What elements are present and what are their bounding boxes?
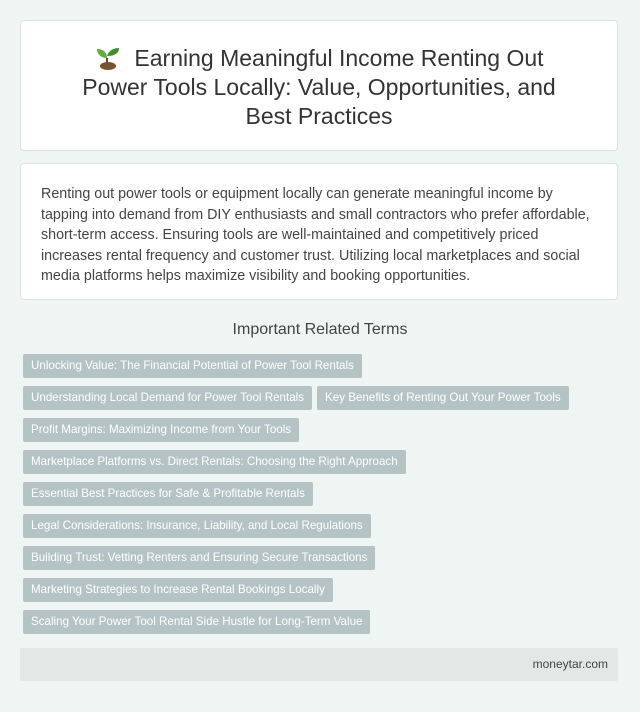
title-text: Earning Meaningful Income Renting Out Power Tools Locally: Value, Opportunities, and Best Practices [82,45,556,129]
related-terms-list [23,354,623,642]
term-row [23,546,623,570]
term-tag[interactable]: Legal Considerations: Insurance, Liability, and Local Regulations [23,514,371,538]
term-tag[interactable]: Profit Margins: Maximizing Income from Your Tools [23,418,299,442]
title-card [20,20,618,151]
page-title [61,43,577,131]
term-row [23,386,623,410]
term-row [23,514,623,538]
term-tag[interactable]: Key Benefits of Renting Out Your Power Tools [317,386,569,410]
term-row [23,482,623,506]
seedling-icon [94,43,122,71]
term-row [23,450,623,474]
related-terms-heading: Important Related Terms [232,321,408,338]
term-tag[interactable]: Unlocking Value: The Financial Potential of Power Tool Rentals [23,354,362,378]
term-tag[interactable]: Marketing Strategies to Increase Rental Bookings Locally [23,578,333,602]
term-row [23,354,623,378]
summary-text: Renting out power tools or equipment locally can generate meaningful income by tapping into demand from DIY enthusiasts and small contractors who prefer affordable, short-term access. Ensuring tools are well-maintained and competitively priced increases rental frequency and customer trust. Utilizing local marketplaces and social media platforms helps maximize visibility and booking opportunities. [41,186,590,284]
site-credit[interactable]: moneytar.com [532,657,608,671]
summary-card [20,163,618,300]
term-row [23,610,623,634]
term-tag[interactable]: Scaling Your Power Tool Rental Side Hustle for Long-Term Value [23,610,370,634]
term-row [23,578,623,602]
term-tag[interactable]: Understanding Local Demand for Power Tool Rentals [23,386,312,410]
term-row [23,418,623,442]
term-tag[interactable]: Marketplace Platforms vs. Direct Rentals: Choosing the Right Approach [23,450,406,474]
term-tag[interactable]: Essential Best Practices for Safe & Profitable Rentals [23,482,313,506]
footer [20,648,618,681]
term-tag[interactable]: Building Trust: Vetting Renters and Ensuring Secure Transactions [23,546,375,570]
